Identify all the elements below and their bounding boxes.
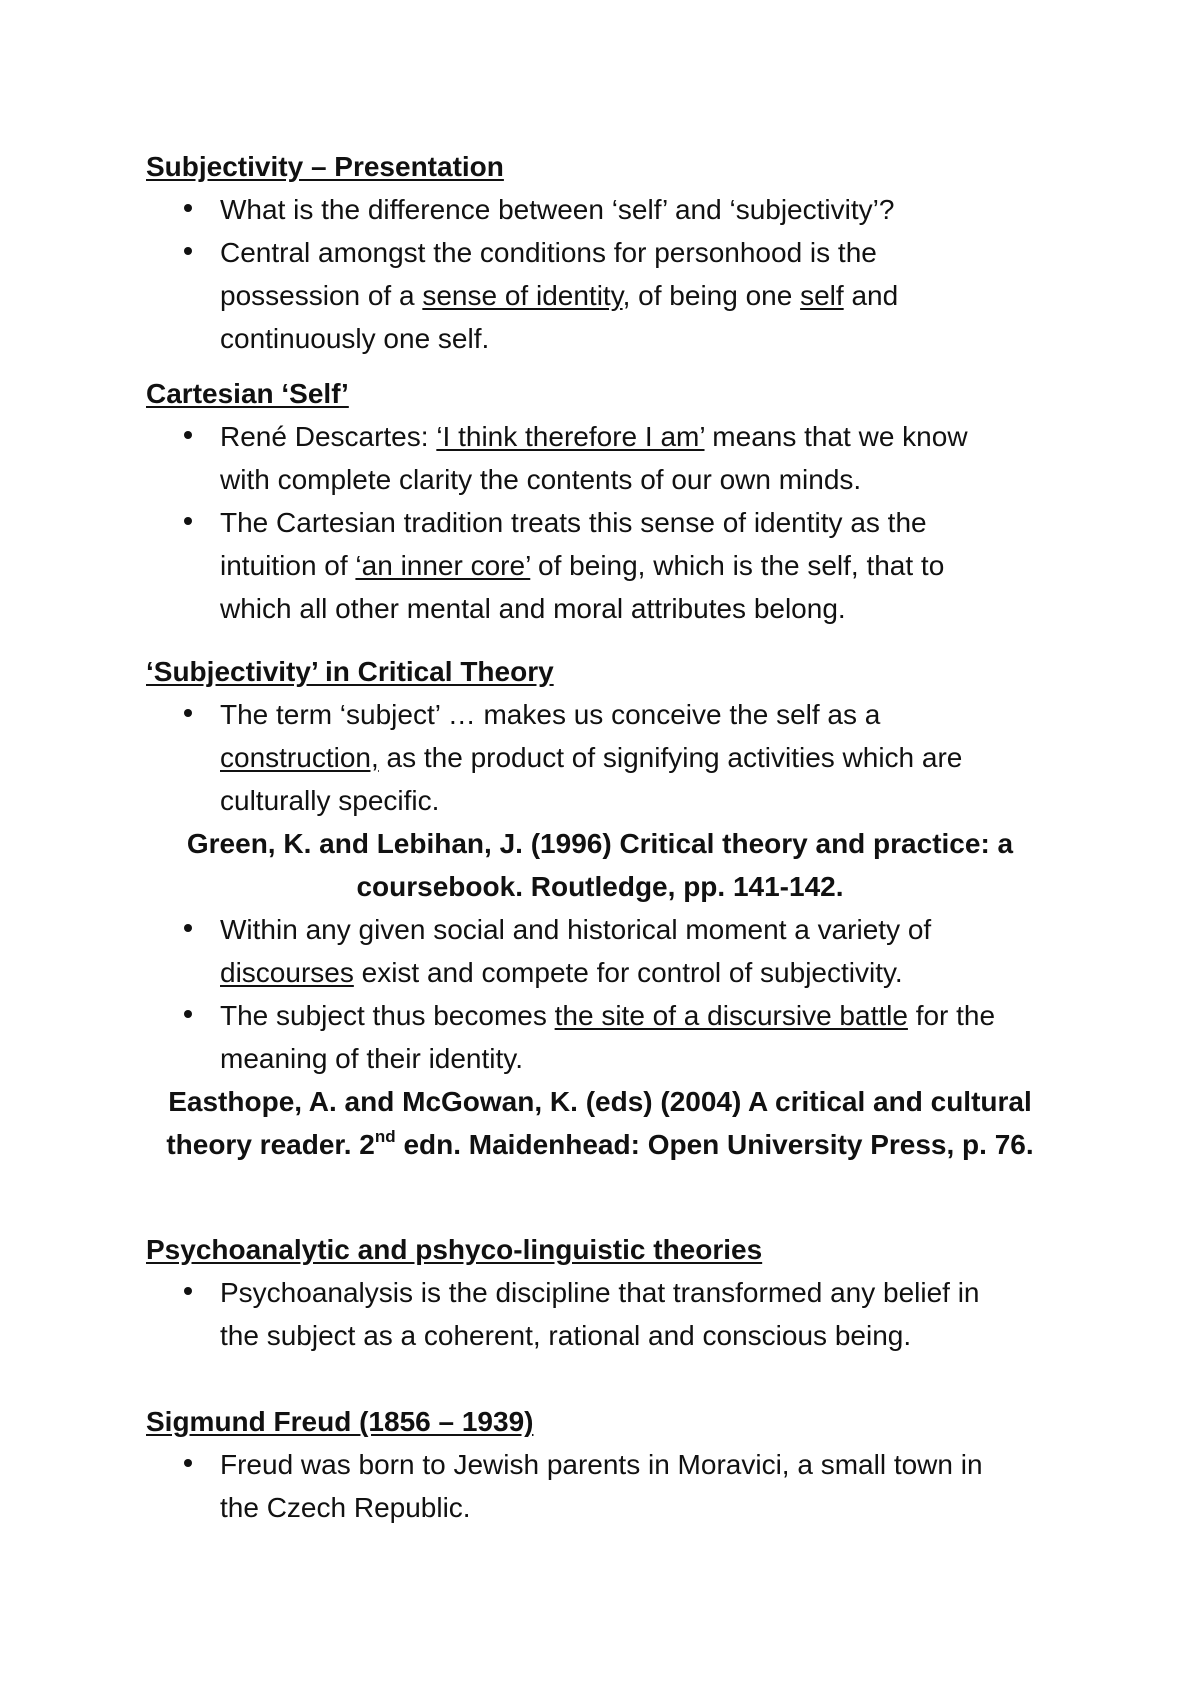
text-line (220, 317, 1100, 360)
bullet-text (220, 1443, 1100, 1529)
text-line (220, 274, 1100, 317)
ordinal-superscript: nd (374, 1126, 396, 1146)
underlined-phrase: sense of identity (422, 280, 623, 311)
text-segment: , of being one (622, 280, 801, 311)
text-line (220, 736, 1100, 779)
bullet-text (220, 188, 1100, 231)
text-segment: What is the difference between ‘self’ and ‘subjectivity’? (220, 194, 895, 225)
bullet-icon (184, 924, 192, 932)
heading-psychoanalytic-theories: Psychoanalytic and pshyco-linguistic theories (146, 1234, 763, 1265)
text-segment: with complete clarity the contents of our own minds. (220, 464, 862, 495)
text-segment: possession of a (220, 280, 423, 311)
citation-line: Green, K. and Lebihan, J. (1996) Critical theory and practice: a (186, 828, 1014, 859)
bullet-text (220, 501, 1100, 630)
underlined-phrase: construction, (220, 742, 379, 773)
text-line (220, 1037, 1100, 1080)
text-segment: the subject as a coherent, rational and conscious being. (220, 1320, 912, 1351)
text-line (220, 544, 1100, 587)
text-line (220, 1443, 1100, 1486)
bullet-icon (184, 1287, 192, 1295)
text-segment: which all other mental and moral attributes belong. (220, 593, 846, 624)
bullet-icon (184, 1459, 192, 1467)
bullet-icon (184, 1010, 192, 1018)
bullet-text (220, 908, 1100, 994)
text-line (220, 994, 1100, 1037)
text-line (220, 951, 1100, 994)
citation-easthope-mcgowan (100, 1080, 1100, 1166)
text-segment: the Czech Republic. (220, 1492, 471, 1523)
text-line (220, 458, 1100, 501)
text-line (220, 1486, 1100, 1529)
text-segment: as the product of signifying activities which are (378, 742, 963, 773)
text-segment: culturally specific. (220, 785, 440, 816)
heading-cartesian-self: Cartesian ‘Self’ (146, 378, 349, 409)
text-segment: Central amongst the conditions for personhood is the (220, 237, 877, 268)
text-line (220, 908, 1100, 951)
underlined-phrase: self (800, 280, 844, 311)
heading-subjectivity-critical-theory: ‘Subjectivity’ in Critical Theory (146, 656, 554, 687)
text-segment: intuition of (220, 550, 356, 581)
text-segment: exist and compete for control of subjectivity. (353, 957, 903, 988)
text-line (220, 231, 1100, 274)
citation-line: Easthope, A. and McGowan, K. (eds) (2004) A critical and cultural (168, 1086, 1032, 1117)
text-segment: Psychoanalysis is the discipline that transformed any belief in (220, 1277, 980, 1308)
bullet-text (220, 994, 1100, 1080)
text-segment: Freud was born to Jewish parents in Moravici, a small town in (220, 1449, 983, 1480)
text-segment: The subject thus becomes (220, 1000, 555, 1031)
heading-sigmund-freud: Sigmund Freud (1856 – 1939) (146, 1406, 534, 1437)
text-segment: Within any given social and historical moment a variety of (220, 914, 932, 945)
citation-text: edn. Maidenhead: Open University Press, p. 76. (395, 1129, 1034, 1160)
underlined-phrase: ‘I think therefore I am’ (436, 421, 705, 452)
text-segment: The Cartesian tradition treats this sense of identity as the (220, 507, 927, 538)
text-line (220, 693, 1100, 736)
citation-green-lebihan (100, 822, 1100, 908)
bullet-icon (184, 204, 192, 212)
text-segment: and (843, 280, 899, 311)
text-segment: continuously one self. (220, 323, 490, 354)
text-segment: means that we know (704, 421, 968, 452)
underlined-phrase: the site of a discursive battle (554, 1000, 908, 1031)
text-segment: The term ‘subject’ … makes us conceive the self as a (220, 699, 881, 730)
text-segment: for the (907, 1000, 996, 1031)
citation-line (100, 1123, 1100, 1166)
text-line (220, 501, 1100, 544)
citation-text: theory reader. 2 (166, 1129, 375, 1160)
text-segment: René Descartes: (220, 421, 437, 452)
bullet-text (220, 693, 1100, 822)
bullet-text (220, 415, 1100, 501)
underlined-phrase: discourses (220, 957, 354, 988)
text-line (220, 188, 1100, 231)
bullet-icon (184, 517, 192, 525)
bullet-icon (184, 431, 192, 439)
text-line (220, 587, 1100, 630)
bullet-icon (184, 709, 192, 717)
bullet-text (220, 1271, 1100, 1357)
heading-subjectivity-presentation: Subjectivity – Presentation (146, 151, 504, 182)
text-segment: meaning of their identity. (220, 1043, 523, 1074)
bullet-icon (184, 247, 192, 255)
text-line (220, 1314, 1100, 1357)
bullet-text (220, 231, 1100, 360)
text-line (220, 415, 1100, 458)
text-segment: of being, which is the self, that to (530, 550, 945, 581)
underlined-phrase: ‘an inner core’ (355, 550, 531, 581)
text-line (220, 779, 1100, 822)
citation-line: coursebook. Routledge, pp. 141-142. (356, 871, 844, 902)
text-line (220, 1271, 1100, 1314)
